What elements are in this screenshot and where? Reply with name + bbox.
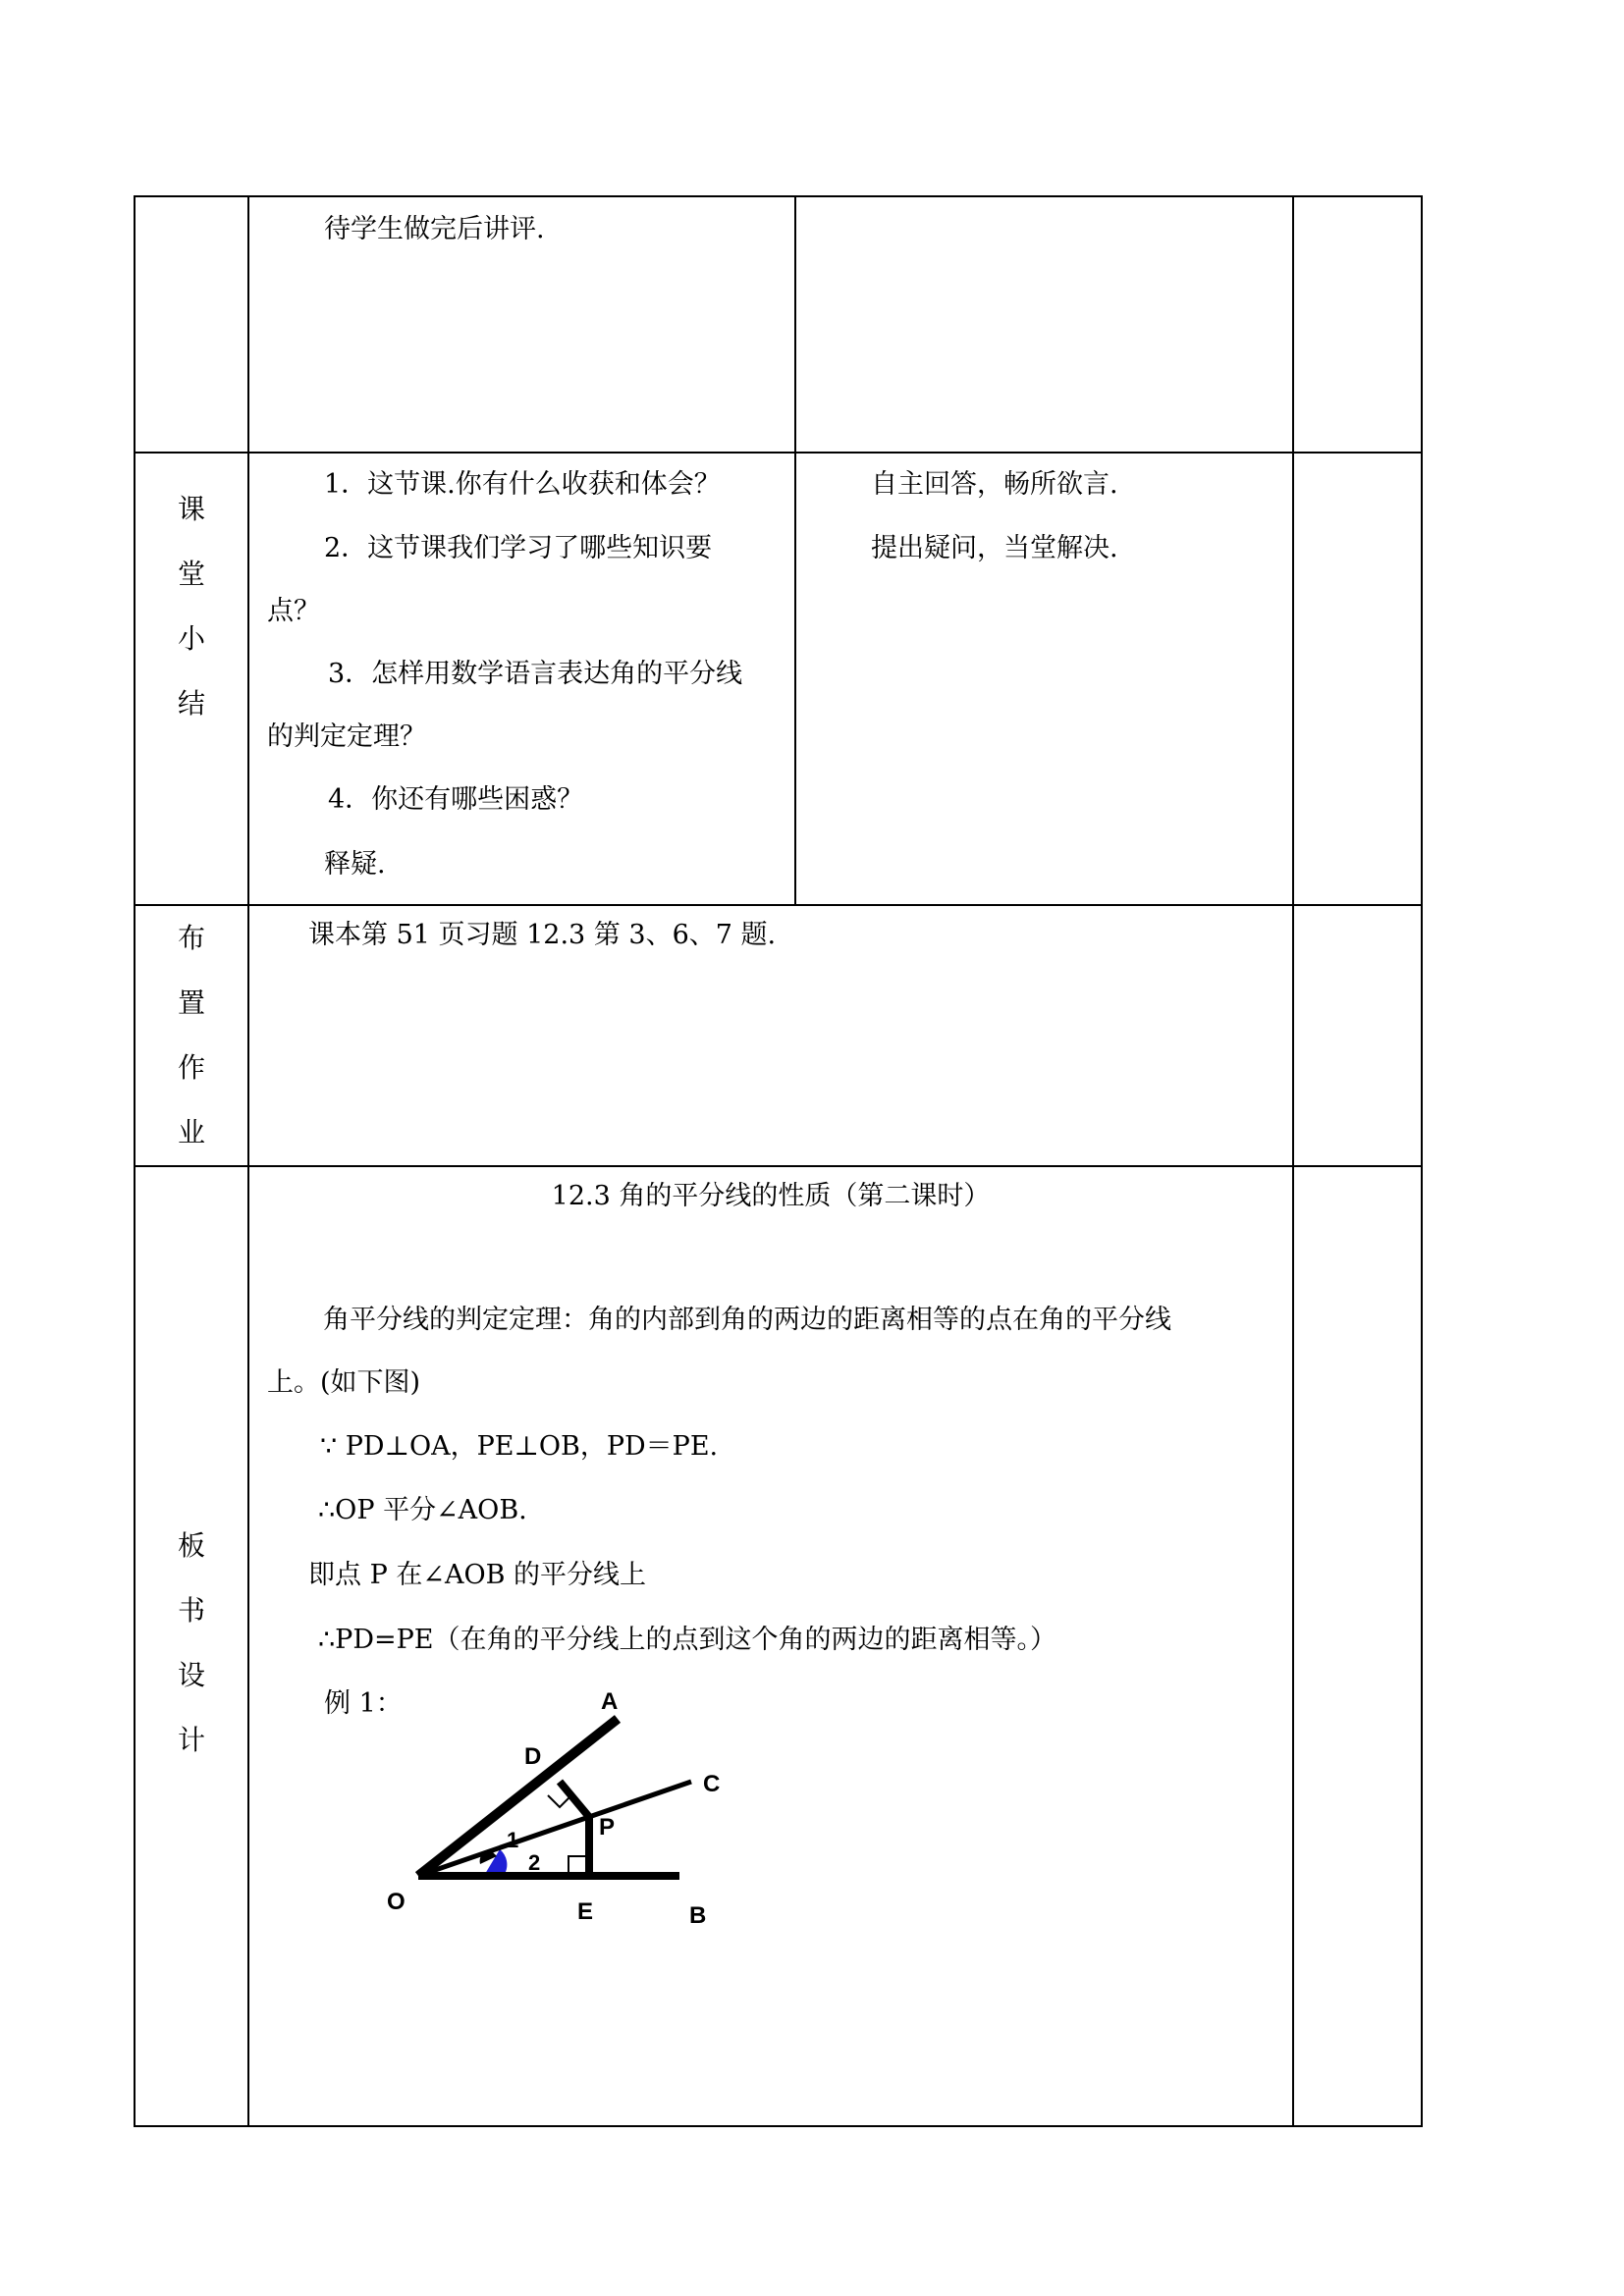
board-line: ∴PD=PE（在角的平分线上的点到这个角的两边的距离相等。） (318, 1625, 1056, 1655)
homework-text: 课本第 51 页习题 12.3 第 3、6、7 题. (308, 920, 777, 950)
summary-question: 3．怎样用数学语言表达角的平分线 (328, 659, 743, 689)
summary-row (135, 453, 1422, 905)
summary-question: 的判定定理？ (267, 721, 426, 752)
label-angle-1: 1 (507, 1828, 519, 1852)
homework-note-cell (1293, 905, 1422, 1166)
board-line: ∵ PD⊥OA，PE⊥OB，PD＝PE. (320, 1431, 719, 1462)
summary-student-cell (795, 453, 1293, 905)
summary-question: 释疑. (324, 849, 386, 880)
summary-question: 点？ (267, 596, 320, 626)
review-teacher-cell (248, 196, 795, 453)
summary-teacher-cell (248, 453, 795, 905)
summary-question: 2．这节课我们学习了哪些知识要 (324, 533, 713, 563)
review-text: 待学生做完后讲评. (324, 214, 545, 244)
board-note-cell (1293, 1166, 1422, 2126)
segment-PD (560, 1782, 589, 1817)
label-A: A (601, 1688, 619, 1715)
summary-label-cell (135, 453, 248, 905)
homework-label-char: 置 (177, 987, 205, 1019)
review-row (135, 196, 1422, 453)
homework-content-cell (248, 905, 1293, 1166)
board-line: 角平分线的判定定理：角的内部到角的两边的距离相等的点在角的平分线 (323, 1305, 1171, 1335)
summary-student-text: 提出疑问，当堂解决. (871, 533, 1118, 563)
summary-question: 1．这节课.你有什么收获和体会？ (324, 469, 721, 500)
board-line: ∴OP 平分∠AOB. (318, 1495, 527, 1525)
board-row (135, 1166, 1422, 2126)
summary-note-cell (1293, 453, 1422, 905)
label-C: C (703, 1771, 721, 1797)
label-P: P (599, 1814, 616, 1841)
board-label-char: 设 (177, 1659, 205, 1691)
label-D: D (524, 1743, 542, 1770)
homework-label-char: 作 (177, 1051, 205, 1084)
lesson-plan-table (134, 195, 1423, 2127)
board-label-cell (135, 1166, 248, 2126)
homework-label-cell (135, 905, 248, 1166)
board-line: 即点 P 在∠AOB 的平分线上 (308, 1560, 647, 1590)
homework-label-char: 业 (177, 1116, 205, 1148)
label-O: O (387, 1889, 406, 1915)
summary-label-char: 结 (177, 687, 205, 720)
label-E: E (577, 1898, 594, 1925)
label-angle-2: 2 (528, 1850, 541, 1875)
summary-label-char: 课 (177, 493, 205, 525)
board-label-char: 板 (177, 1529, 205, 1562)
board-label-char: 计 (177, 1724, 205, 1756)
review-note-cell (1293, 196, 1422, 453)
homework-label-char: 布 (177, 922, 205, 954)
board-label-char: 书 (177, 1594, 205, 1627)
ray-OC (418, 1782, 691, 1876)
summary-label-char: 堂 (177, 558, 205, 590)
board-title: 12.3 角的平分线的性质（第二课时） (551, 1181, 991, 1211)
summary-label-char: 小 (177, 622, 205, 655)
board-line: 上。(如下图) (267, 1367, 421, 1398)
homework-row (135, 905, 1422, 1166)
review-student-cell (795, 196, 1293, 453)
board-line: 例 1： (324, 1688, 403, 1719)
review-label-cell (135, 196, 248, 453)
board-content-cell (248, 1166, 1293, 2126)
summary-question: 4．你还有哪些困惑？ (328, 784, 584, 815)
summary-student-text: 自主回答，畅所欲言. (871, 469, 1118, 500)
label-B: B (689, 1902, 707, 1929)
